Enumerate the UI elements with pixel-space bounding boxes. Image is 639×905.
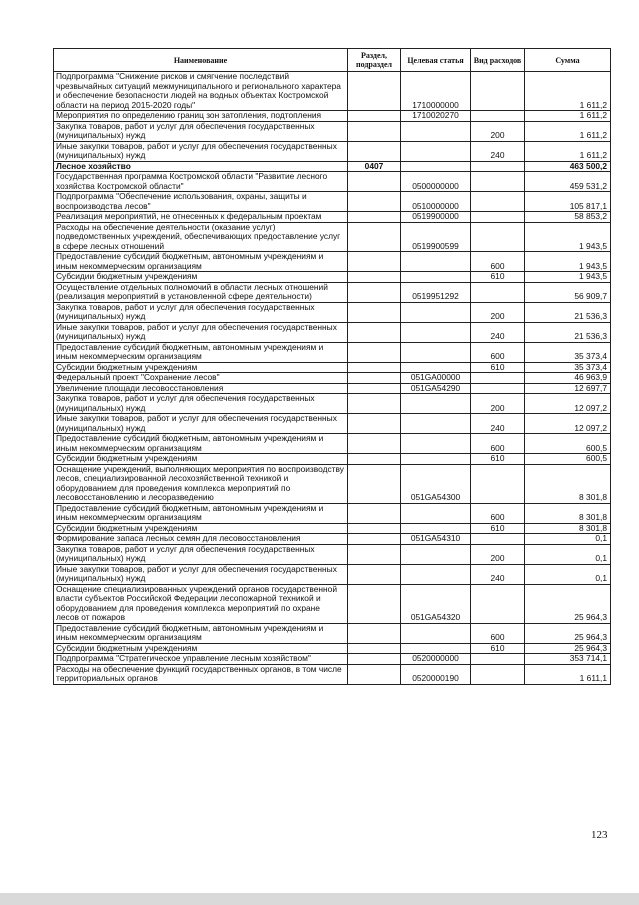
row-name-cell: Субсидии бюджетным учреждениям xyxy=(54,454,348,465)
row-amount-cell: 1 611,2 xyxy=(525,141,611,161)
row-name-cell: Закупка товаров, работ и услуг для обеспечения государственных (муниципальных) нужд xyxy=(54,544,348,564)
row-section-cell xyxy=(348,464,401,503)
row-section-cell xyxy=(348,252,401,272)
row-amount-cell: 56 909,7 xyxy=(525,282,611,302)
row-amount-cell: 12 697,7 xyxy=(525,383,611,394)
table-row xyxy=(54,464,611,503)
row-target-code-cell: 051GA54320 xyxy=(401,584,471,623)
row-name-cell: Федеральный проект "Сохранение лесов" xyxy=(54,373,348,384)
row-target-code-cell xyxy=(401,272,471,283)
row-amount-cell: 21 536,3 xyxy=(525,302,611,322)
row-section-cell xyxy=(348,111,401,122)
row-section-cell xyxy=(348,212,401,223)
row-expense-type-cell xyxy=(471,161,525,172)
row-section-cell xyxy=(348,544,401,564)
row-name-cell: Расходы на обеспечение деятельности (оказание услуг) подведомственных учреждений, обеспечивающих предоставление услуг в сфере лесных отношений xyxy=(54,222,348,252)
row-section-cell xyxy=(348,623,401,643)
row-target-code-cell xyxy=(401,544,471,564)
table-row xyxy=(54,222,611,252)
row-section-cell xyxy=(348,373,401,384)
row-expense-type-cell xyxy=(471,111,525,122)
row-section-cell xyxy=(348,654,401,665)
row-target-code-cell: 1710020270 xyxy=(401,111,471,122)
row-name-cell: Закупка товаров, работ и услуг для обеспечения государственных (муниципальных) нужд xyxy=(54,121,348,141)
header-section: Раздел, подраздел xyxy=(348,49,401,72)
row-target-code-cell xyxy=(401,362,471,373)
scan-edge-band xyxy=(0,893,639,905)
row-name-cell: Увеличение площади лесовосстановления xyxy=(54,383,348,394)
row-expense-type-cell: 610 xyxy=(471,523,525,534)
row-expense-type-cell xyxy=(471,72,525,111)
row-section-cell xyxy=(348,172,401,192)
row-expense-type-cell: 610 xyxy=(471,643,525,654)
row-section-cell xyxy=(348,454,401,465)
table-row xyxy=(54,282,611,302)
row-name-cell: Расходы на обеспечение функций государственных органов, в том числе территориальных органов xyxy=(54,664,348,684)
row-expense-type-cell xyxy=(471,192,525,212)
row-name-cell: Иные закупки товаров, работ и услуг для обеспечения государственных (муниципальных) нужд xyxy=(54,141,348,161)
row-name-cell: Предоставление субсидий бюджетным, автономным учреждениям и иным некоммерческим организациям xyxy=(54,434,348,454)
row-name-cell: Закупка товаров, работ и услуг для обеспечения государственных (муниципальных) нужд xyxy=(54,394,348,414)
row-amount-cell: 1 943,5 xyxy=(525,222,611,252)
row-expense-type-cell xyxy=(471,222,525,252)
row-amount-cell: 46 963,9 xyxy=(525,373,611,384)
page-number: 123 xyxy=(591,829,608,841)
row-section-cell xyxy=(348,584,401,623)
row-name-cell: Предоставление субсидий бюджетным, автономным учреждениям и иным некоммерческим организациям xyxy=(54,623,348,643)
row-expense-type-cell: 240 xyxy=(471,414,525,434)
row-name-cell: Реализация мероприятий, не отнесенных к федеральным проектам xyxy=(54,212,348,223)
row-expense-type-cell: 600 xyxy=(471,503,525,523)
row-amount-cell: 25 964,3 xyxy=(525,584,611,623)
row-target-code-cell: 0519900000 xyxy=(401,212,471,223)
table-row xyxy=(54,523,611,534)
row-expense-type-cell xyxy=(471,464,525,503)
row-section-cell xyxy=(348,664,401,684)
row-section-cell xyxy=(348,141,401,161)
row-name-cell: Субсидии бюджетным учреждениям xyxy=(54,362,348,373)
budget-table xyxy=(53,48,611,685)
row-section-cell xyxy=(348,302,401,322)
row-section-cell xyxy=(348,434,401,454)
table-row xyxy=(54,564,611,584)
row-section-cell xyxy=(348,121,401,141)
table-row xyxy=(54,643,611,654)
row-expense-type-cell xyxy=(471,373,525,384)
row-expense-type-cell: 610 xyxy=(471,362,525,373)
header-expense-type: Вид расходов xyxy=(471,49,525,72)
row-name-cell: Иные закупки товаров, работ и услуг для обеспечения государственных (муниципальных) нужд xyxy=(54,564,348,584)
table-row xyxy=(54,141,611,161)
row-amount-cell: 105 817,1 xyxy=(525,192,611,212)
row-target-code-cell: 0520000190 xyxy=(401,664,471,684)
row-target-code-cell xyxy=(401,564,471,584)
row-target-code-cell xyxy=(401,161,471,172)
row-name-cell: Формирование запаса лесных семян для лесовосстановления xyxy=(54,534,348,545)
row-section-cell xyxy=(348,72,401,111)
row-section-cell xyxy=(348,394,401,414)
row-section-cell xyxy=(348,523,401,534)
row-expense-type-cell xyxy=(471,212,525,223)
row-target-code-cell xyxy=(401,141,471,161)
row-amount-cell: 459 531,2 xyxy=(525,172,611,192)
row-target-code-cell xyxy=(401,623,471,643)
row-expense-type-cell xyxy=(471,534,525,545)
row-section-cell xyxy=(348,564,401,584)
row-amount-cell: 35 373,4 xyxy=(525,342,611,362)
row-amount-cell: 0,1 xyxy=(525,564,611,584)
row-amount-cell: 8 301,8 xyxy=(525,523,611,534)
row-section-cell xyxy=(348,383,401,394)
row-amount-cell: 21 536,3 xyxy=(525,322,611,342)
row-amount-cell: 8 301,8 xyxy=(525,503,611,523)
row-target-code-cell xyxy=(401,302,471,322)
row-amount-cell: 1 611,1 xyxy=(525,664,611,684)
table-row xyxy=(54,623,611,643)
row-name-cell: Иные закупки товаров, работ и услуг для обеспечения государственных (муниципальных) нужд xyxy=(54,322,348,342)
row-expense-type-cell: 600 xyxy=(471,342,525,362)
row-amount-cell: 1 943,5 xyxy=(525,272,611,283)
row-section-cell xyxy=(348,534,401,545)
row-expense-type-cell xyxy=(471,584,525,623)
table-row xyxy=(54,252,611,272)
header-amount: Сумма xyxy=(525,49,611,72)
row-expense-type-cell: 200 xyxy=(471,394,525,414)
row-target-code-cell xyxy=(401,454,471,465)
row-name-cell: Подпрограмма "Обеспечение использования, охраны, защиты и воспроизводства лесов" xyxy=(54,192,348,212)
table-row xyxy=(54,544,611,564)
row-section-cell xyxy=(348,282,401,302)
row-name-cell: Оснащение специализированных учреждений органов государственной власти субъектов Российской Федерации лесопожарной техникой и оборудованием для проведения комплекса мероприятий по охране лесов от пожаров xyxy=(54,584,348,623)
row-section-cell xyxy=(348,342,401,362)
row-amount-cell: 1 611,2 xyxy=(525,111,611,122)
row-target-code-cell: 0510000000 xyxy=(401,192,471,212)
row-name-cell: Государственная программа Костромской области "Развитие лесного хозяйства Костромской области" xyxy=(54,172,348,192)
row-section-cell xyxy=(348,362,401,373)
row-expense-type-cell: 600 xyxy=(471,434,525,454)
row-expense-type-cell xyxy=(471,664,525,684)
row-name-cell: Подпрограмма "Стратегическое управление лесным хозяйством" xyxy=(54,654,348,665)
row-section-cell xyxy=(348,322,401,342)
row-expense-type-cell: 200 xyxy=(471,121,525,141)
row-target-code-cell: 1710000000 xyxy=(401,72,471,111)
row-expense-type-cell: 240 xyxy=(471,141,525,161)
row-amount-cell: 25 964,3 xyxy=(525,643,611,654)
table-row xyxy=(54,534,611,545)
row-amount-cell: 0,1 xyxy=(525,544,611,564)
table-row xyxy=(54,434,611,454)
table-row xyxy=(54,362,611,373)
table-row xyxy=(54,373,611,384)
table-row xyxy=(54,654,611,665)
table-row xyxy=(54,272,611,283)
table-row xyxy=(54,192,611,212)
row-expense-type-cell: 240 xyxy=(471,322,525,342)
row-target-code-cell xyxy=(401,342,471,362)
row-expense-type-cell: 200 xyxy=(471,302,525,322)
table-row xyxy=(54,111,611,122)
table-row xyxy=(54,394,611,414)
row-amount-cell: 1 943,5 xyxy=(525,252,611,272)
table-row xyxy=(54,322,611,342)
row-amount-cell: 12 097,2 xyxy=(525,414,611,434)
row-amount-cell: 600,5 xyxy=(525,454,611,465)
row-target-code-cell xyxy=(401,121,471,141)
row-amount-cell: 12 097,2 xyxy=(525,394,611,414)
row-name-cell: Субсидии бюджетным учреждениям xyxy=(54,523,348,534)
row-amount-cell: 463 500,2 xyxy=(525,161,611,172)
row-expense-type-cell xyxy=(471,654,525,665)
row-amount-cell: 58 853,2 xyxy=(525,212,611,223)
row-name-cell: Мероприятия по определению границ зон затопления, подтопления xyxy=(54,111,348,122)
header-name: Наименование xyxy=(54,49,348,72)
row-expense-type-cell xyxy=(471,383,525,394)
row-target-code-cell: 0520000000 xyxy=(401,654,471,665)
row-amount-cell: 25 964,3 xyxy=(525,623,611,643)
row-section-cell xyxy=(348,222,401,252)
row-amount-cell: 0,1 xyxy=(525,534,611,545)
table-row xyxy=(54,342,611,362)
table-row xyxy=(54,161,611,172)
row-target-code-cell xyxy=(401,503,471,523)
row-amount-cell: 1 611,2 xyxy=(525,121,611,141)
row-name-cell: Предоставление субсидий бюджетным, автономным учреждениям и иным некоммерческим организациям xyxy=(54,503,348,523)
row-target-code-cell xyxy=(401,434,471,454)
table-row xyxy=(54,212,611,223)
table-row xyxy=(54,383,611,394)
row-amount-cell: 600,5 xyxy=(525,434,611,454)
row-name-cell: Предоставление субсидий бюджетным, автономным учреждениям и иным некоммерческим организациям xyxy=(54,252,348,272)
row-section-cell: 0407 xyxy=(348,161,401,172)
table-row xyxy=(54,72,611,111)
row-name-cell: Закупка товаров, работ и услуг для обеспечения государственных (муниципальных) нужд xyxy=(54,302,348,322)
row-target-code-cell xyxy=(401,322,471,342)
table-row xyxy=(54,414,611,434)
row-expense-type-cell: 600 xyxy=(471,252,525,272)
row-expense-type-cell: 610 xyxy=(471,454,525,465)
row-section-cell xyxy=(348,414,401,434)
row-amount-cell: 353 714,1 xyxy=(525,654,611,665)
row-target-code-cell xyxy=(401,643,471,654)
row-expense-type-cell xyxy=(471,172,525,192)
row-section-cell xyxy=(348,643,401,654)
row-target-code-cell xyxy=(401,252,471,272)
row-target-code-cell: 051GA54300 xyxy=(401,464,471,503)
row-target-code-cell: 051GA00000 xyxy=(401,373,471,384)
row-target-code-cell xyxy=(401,394,471,414)
row-expense-type-cell: 600 xyxy=(471,623,525,643)
row-section-cell xyxy=(348,503,401,523)
row-target-code-cell: 051GA54290 xyxy=(401,383,471,394)
row-target-code-cell xyxy=(401,523,471,534)
table-header xyxy=(54,49,611,72)
row-name-cell: Иные закупки товаров, работ и услуг для обеспечения государственных (муниципальных) нужд xyxy=(54,414,348,434)
table-body xyxy=(54,72,611,685)
row-name-cell: Подпрограмма "Снижение рисков и смягчение последствий чрезвычайных ситуаций межмуниципального и регионального характера и обеспечение безопасности людей на водных объектах Костромской области на период 2015-2020 годы" xyxy=(54,72,348,111)
row-name-cell: Оснащение учреждений, выполняющих мероприятия по воспроизводству лесов, специализированной лесохозяйственной техникой и оборудованием для проведения комплекса мероприятий по лесовосстановлению и лесоразведению xyxy=(54,464,348,503)
table-row xyxy=(54,664,611,684)
row-section-cell xyxy=(348,192,401,212)
row-amount-cell: 8 301,8 xyxy=(525,464,611,503)
row-target-code-cell: 0519951292 xyxy=(401,282,471,302)
row-name-cell: Субсидии бюджетным учреждениям xyxy=(54,272,348,283)
table-row xyxy=(54,121,611,141)
row-target-code-cell: 0519900599 xyxy=(401,222,471,252)
row-name-cell: Лесное хозяйство xyxy=(54,161,348,172)
row-target-code-cell xyxy=(401,414,471,434)
table-row xyxy=(54,503,611,523)
row-amount-cell: 35 373,4 xyxy=(525,362,611,373)
row-target-code-cell: 051GA54310 xyxy=(401,534,471,545)
table-row xyxy=(54,302,611,322)
row-expense-type-cell: 200 xyxy=(471,544,525,564)
row-expense-type-cell: 610 xyxy=(471,272,525,283)
row-expense-type-cell xyxy=(471,282,525,302)
row-amount-cell: 1 611,2 xyxy=(525,72,611,111)
row-expense-type-cell: 240 xyxy=(471,564,525,584)
row-target-code-cell: 0500000000 xyxy=(401,172,471,192)
table-row xyxy=(54,454,611,465)
row-section-cell xyxy=(348,272,401,283)
row-name-cell: Предоставление субсидий бюджетным, автономным учреждениям и иным некоммерческим организациям xyxy=(54,342,348,362)
table-row xyxy=(54,172,611,192)
table-row xyxy=(54,584,611,623)
row-name-cell: Субсидии бюджетным учреждениям xyxy=(54,643,348,654)
header-target: Целевая статья xyxy=(401,49,471,72)
row-name-cell: Осуществление отдельных полномочий в области лесных отношений (реализация мероприятий в установленной сфере деятельности) xyxy=(54,282,348,302)
